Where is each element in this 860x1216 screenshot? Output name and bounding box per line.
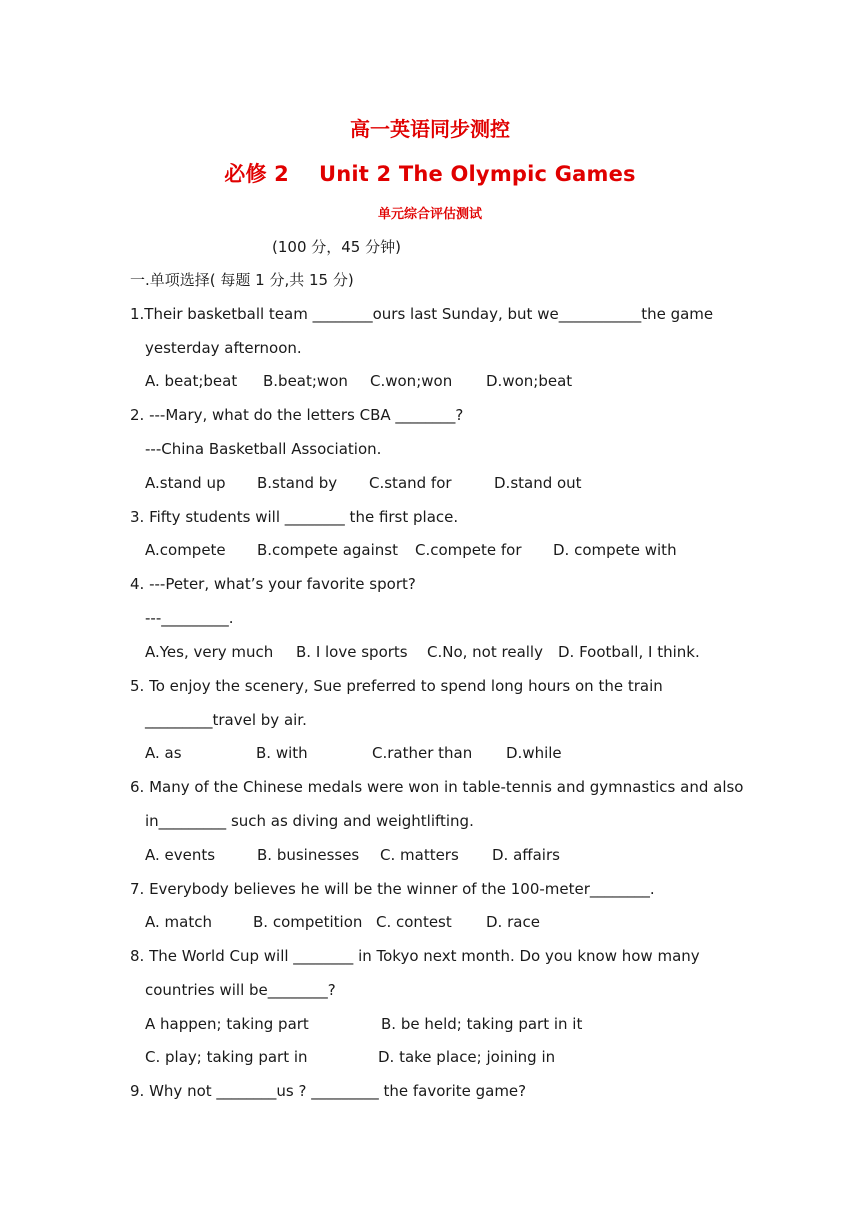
question-7-option-c: C. contest [376,913,452,931]
question-2-line-2: ---China Basketball Association. [145,440,382,458]
question-1-option-d: D.won;beat [486,372,573,390]
question-7-line-1: 7. Everybody believes he will be the winner of the 100-meter________. [130,880,655,898]
section-heading: 一.单项选择( 每题 1 分,共 15 分) [130,271,354,289]
question-3-option-d: D. compete with [553,541,677,559]
question-2-option-b: B.stand by [257,474,338,492]
question-7-option-d: D. race [486,913,540,931]
question-2-option-d: D.stand out [494,474,582,492]
question-6-option-b: B. businesses [257,846,360,864]
subtitle: 单元综合评估测试 [377,207,482,222]
title-cn: 高一英语同步测控 [350,117,510,141]
question-5-option-d: D.while [506,744,562,762]
unit-name: Unit 2 The Olympic Games [318,162,636,186]
question-5-option-c: C.rather than [372,744,473,762]
question-8-option-b: B. be held; taking part in it [381,1015,583,1033]
question-1-option-b: B.beat;won [263,372,348,390]
question-2-option-a: A.stand up [145,474,226,492]
question-1-option-c: C.won;won [370,372,453,390]
score-time: (100 分，45 分钟) [272,238,401,256]
question-5-option-a: A. as [145,744,182,762]
question-8-option-c: C. play; taking part in [145,1048,308,1066]
question-4-option-b: B. I love sports [296,643,408,661]
question-5-line-2: _________travel by air. [145,711,307,729]
question-3-line-1: 3. Fifty students will ________ the first place. [130,508,459,526]
question-1-line-2: yesterday afternoon. [145,339,302,357]
question-1-option-a: A. beat;beat [145,372,238,390]
question-2-option-c: C.stand for [369,474,452,492]
question-7-option-a: A. match [145,913,212,931]
question-9-line-1: 9. Why not ________us ? _________ the favorite game? [130,1082,527,1100]
question-6-line-1: 6. Many of the Chinese medals were won in table-tennis and gymnastics and also [130,778,744,796]
question-4-option-d: D. Football, I think. [558,643,700,661]
question-4-option-c: C.No, not really [427,643,543,661]
question-5-option-b: B. with [256,744,308,762]
question-4-line-2: ---_________. [145,609,234,627]
question-4-line-1: 4. ---Peter, what’s your favorite sport? [130,575,416,593]
question-3-option-c: C.compete for [415,541,522,559]
question-8-line-1: 8. The World Cup will ________ in Tokyo next month. Do you know how many [130,947,700,965]
question-8-line-2: countries will be________? [145,981,336,999]
question-6-option-c: C. matters [380,846,459,864]
unit-title [0,158,860,188]
question-4-option-a: A.Yes, very much [145,643,274,661]
question-1-line-1: 1.Their basketball team ________ours last Sunday, but we___________the game [130,305,714,323]
question-3-option-b: B.compete against [257,541,398,559]
question-6-line-2: in_________ such as diving and weightlifting. [145,812,474,830]
question-2-line-1: 2. ---Mary, what do the letters CBA ________? [130,406,464,424]
question-5-line-1: 5. To enjoy the scenery, Sue preferred to spend long hours on the train [130,677,663,695]
unit-prefix: 必修 2 [224,162,289,186]
question-7-option-b: B. competition [253,913,363,931]
question-6-option-a: A. events [145,846,216,864]
question-8-option-a: A happen; taking part [145,1015,309,1033]
question-3-option-a: A.compete [145,541,226,559]
question-8-option-d: D. take place; joining in [378,1048,556,1066]
question-6-option-d: D. affairs [492,846,560,864]
